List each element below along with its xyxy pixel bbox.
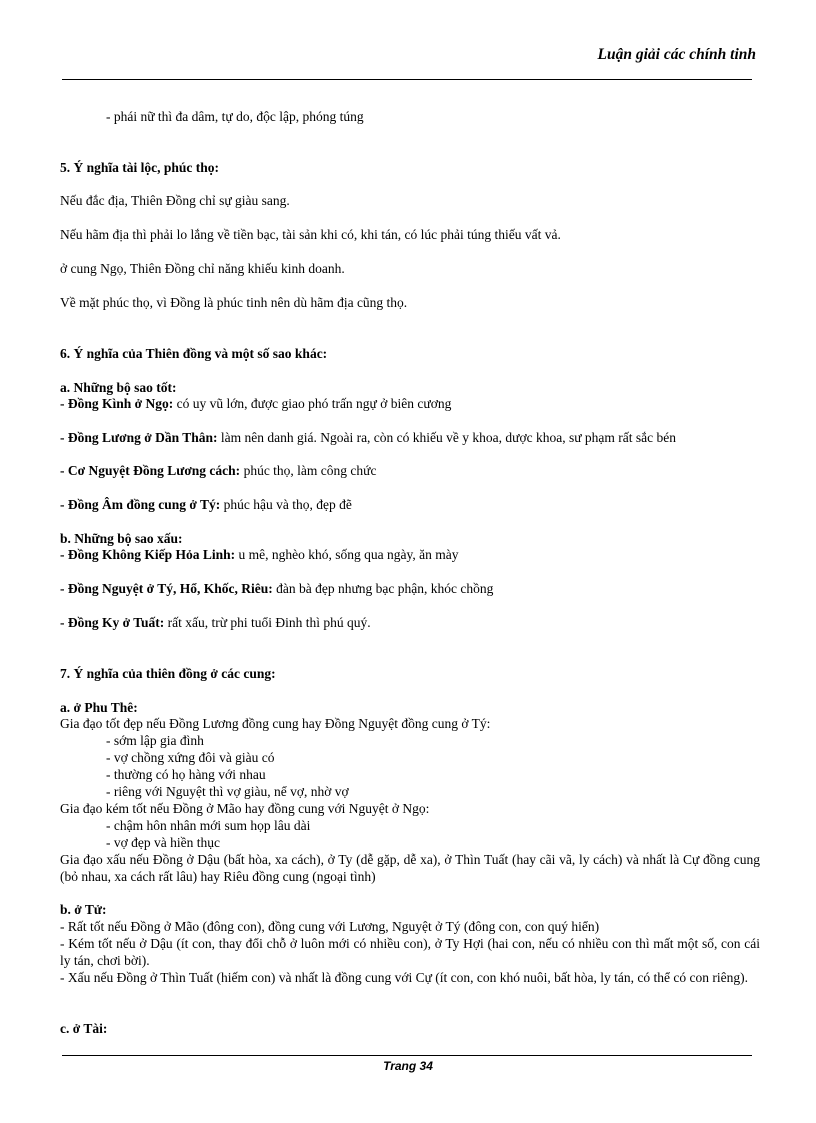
list-item [60,497,352,513]
item-term: - Đồng Kình ở Ngọ: [60,396,174,411]
text-line: - riêng với Nguyệt thì vợ giàu, nể vợ, nhờ vợ [106,784,349,799]
item-desc: u mê, nghèo khó, sống qua ngày, ăn mày [235,547,459,562]
list-item [60,430,676,446]
subheading-tai: c. ở Tài: [60,1021,108,1036]
page-number: Trang 34 [383,1059,433,1073]
text-line: - vợ chồng xứng đôi và giàu có [106,750,275,765]
text-line: Về mặt phúc thọ, vì Đồng là phúc tinh nên dù hãm địa cũng thọ. [60,295,408,310]
footer-rule [62,1055,752,1056]
text-line: Nếu hãm địa thì phải lo lắng về tiền bạc, tài sản khi có, khi tán, có lúc phải túng thiếu vất vả. [60,227,561,242]
item-term: - Cơ Nguyệt Đồng Lương cách: [60,463,241,478]
item-term: - Đồng Không Kiếp Hỏa Linh: [60,547,236,562]
text-line: ở cung Ngọ, Thiên Đồng chỉ năng khiếu kinh doanh. [60,261,345,276]
item-term: - Đồng Nguyệt ở Tý, Hổ, Khốc, Riêu: [60,581,273,596]
item-term: - Đồng Âm đồng cung ở Tý: [60,497,221,512]
list-item [60,581,493,597]
item-term: - Đồng Ky ở Tuất: [60,615,165,630]
text-line: - vợ đẹp và hiền thục [106,835,220,850]
header-title: Luận giải các chính tinh [597,46,756,63]
item-term: - Đồng Lương ở Dần Thân: [60,430,218,445]
subheading-phu-the: a. ở Phu Thê: [60,700,138,715]
list-item [60,547,459,563]
item-desc: rất xấu, trừ phi tuổi Đinh thì phú quý. [164,615,371,630]
header-rule [62,79,752,80]
text-line: - chậm hôn nhân mới sum họp lâu dài [106,818,311,833]
subheading-tu: b. ở Tử: [60,902,107,917]
text-line: - thường có họ hàng với nhau [106,767,266,782]
section-heading-5: 5. Ý nghĩa tài lộc, phúc thọ: [60,160,220,175]
text-line: Nếu đắc địa, Thiên Đồng chỉ sự giàu sang. [60,193,290,208]
item-desc: làm nên danh giá. Ngoài ra, còn có khiếu về y khoa, dược khoa, sư phạm rất sắc bén [217,430,676,445]
text-line: - sớm lập gia đình [106,733,204,748]
item-desc: phúc thọ, làm công chức [240,463,377,478]
section-heading-7: 7. Ý nghĩa của thiên đồng ở các cung: [60,666,276,681]
list-item [60,615,371,631]
list-item [60,396,451,412]
text-line: Gia đạo tốt đẹp nếu Đồng Lương đồng cung hay Đồng Nguyệt đồng cung ở Tý: [60,716,491,731]
item-desc: phúc hậu và thọ, đẹp đẽ [220,497,352,512]
text-line: - Rất tốt nếu Đồng ở Mão (đông con), đồng cung với Lương, Nguyệt ở Tý (đông con, con quý hiển) [60,919,600,934]
text-paragraph: Gia đạo xấu nếu Đồng ở Dậu (bất hòa, xa cách), ở Ty (dễ gặp, dễ xa), ở Thìn Tuất (hay cãi vã, ly cách) và nhất là Cự đồng cung (bỏ nhau, xa cách rất lâu) hay Riêu đồng cung (ngoại tình) [60,852,760,884]
text-line: - phái nữ thì đa dâm, tự do, độc lập, phóng túng [106,109,364,124]
item-desc: đàn bà đẹp nhưng bạc phận, khóc chồng [272,581,494,596]
text-line: Gia đạo kém tốt nếu Đồng ở Mão hay đồng cung với Nguyệt ở Ngọ: [60,801,430,816]
item-desc: có uy vũ lớn, được giao phó trấn ngự ở biên cương [173,396,452,411]
subheading-bad-stars: b. Những bộ sao xấu: [60,531,183,546]
subheading-good-stars: a. Những bộ sao tốt: [60,380,177,395]
list-item [60,463,376,479]
text-paragraph: - Kém tốt nếu ở Dậu (ít con, thay đổi chỗ ở luôn mới có nhiều con), ở Ty Hợi (hai con, nếu có nhiều con thì mất một số, con cái ly tán, chơi bời). [60,936,760,968]
text-paragraph: - Xấu nếu Đồng ở Thìn Tuất (hiếm con) và nhất là đồng cung với Cự (ít con, con khó nuôi, bất hòa, ly tán, có thể có con riêng). [60,970,748,985]
section-heading-6: 6. Ý nghĩa của Thiên đồng và một số sao khác: [60,346,328,361]
